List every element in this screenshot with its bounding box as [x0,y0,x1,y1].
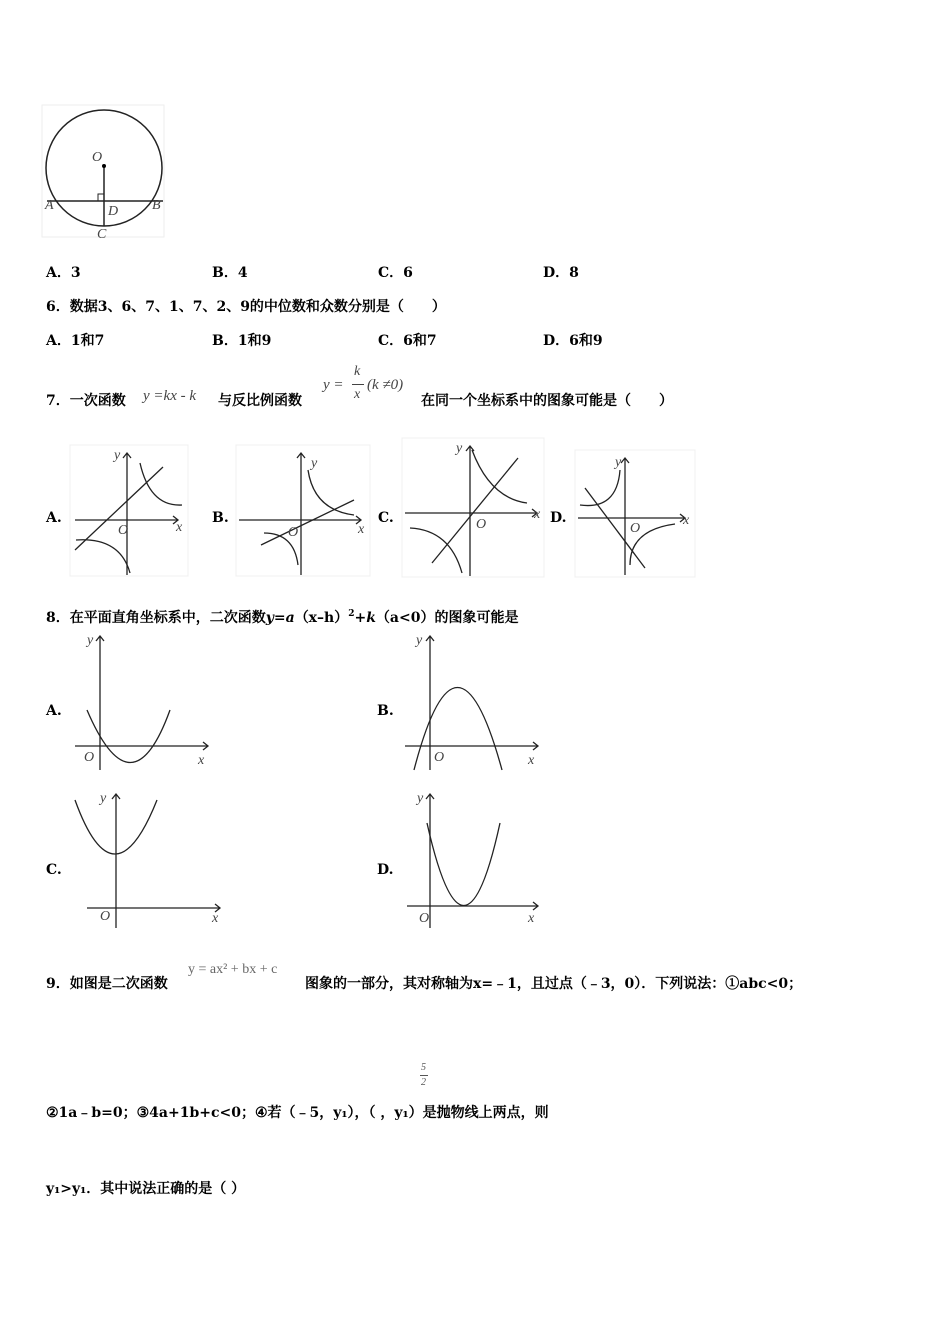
svg-text:O: O [288,525,299,540]
q6-stem: 6．数据3、6、7、1、7、2、9的中位数和众数分别是（ ） [46,299,446,315]
q7-stem-part3: 在同一个坐标系中的图象可能是（ ） [421,393,673,409]
q7-frac-den: x [354,387,361,402]
q8-stem: 8．在平面直角坐标系中，二次函数$y=a(x-h)^2+k(a<0)$的图象可能是 [46,609,519,626]
q8-graph-c [72,788,227,933]
q5-option-a[interactable]: A．3 [46,265,81,281]
q6-option-c[interactable]: C．6和7 [378,333,437,349]
circle-figure [40,105,170,245]
q9-frac-den: 2 [421,1077,426,1088]
svg-text:x: x [198,753,205,768]
svg-text:x: x [358,522,365,537]
svg-text:y: y [100,791,107,806]
svg-text:y: y [456,441,463,456]
q9-frac-num: 5 [421,1062,426,1073]
q7-graph-a [70,445,190,577]
q7-stem-part2: 与反比例函数 [218,393,302,409]
label-b: B [152,198,161,213]
svg-text:x: x [534,507,541,522]
svg-text:O: O [476,517,487,532]
svg-text:y: y [114,448,121,463]
q5-option-d[interactable]: D．8 [543,265,579,281]
center-point [102,164,106,168]
q7-graph-d [575,450,699,578]
svg-text:y: y [416,633,423,648]
q9-frac-bar [420,1075,428,1076]
svg-text:y: y [615,455,622,470]
svg-text:x: x [176,520,183,535]
q7-graph-c [402,438,548,578]
svg-text:O: O [434,750,445,765]
q9-stem-part1: 9．如图是二次函数 [46,976,168,992]
q6-option-a[interactable]: A．1和7 [46,333,105,349]
q8-graph-d [402,788,547,933]
svg-text:y: y [87,633,94,648]
q9-formula: y = ax² + bx + c [188,962,278,977]
q7-graph-b [236,445,372,577]
q9-line2: ②1a﹣b=0；③4a+1b+c<0；④若（﹣5，y₁），（ ，y₁）是抛物线上两点，则 [46,1105,549,1121]
q7-option-c[interactable]: C. [378,510,394,526]
label-o: O [92,150,103,165]
q6-option-d[interactable]: D．6和9 [543,333,603,349]
q8-option-c[interactable]: C. [46,862,62,878]
q6-option-b[interactable]: B．1和9 [212,333,272,349]
svg-text:O: O [419,911,430,926]
q7-formula-y: y = [323,377,344,393]
q8-option-a[interactable]: A. [46,703,62,719]
svg-text:O: O [84,750,95,765]
svg-text:y: y [311,456,318,471]
q7-frac-num: k [354,364,361,379]
right-angle-mark [98,194,104,201]
svg-text:x: x [528,911,535,926]
q7-frac-bar [352,384,364,385]
svg-text:x: x [528,753,535,768]
q8-option-b[interactable]: B. [377,703,394,719]
q9-line3: y₁>y₁．其中说法正确的是（ ） [46,1181,246,1197]
label-c: C [97,227,107,242]
svg-text:x: x [683,513,690,528]
label-d: D [108,204,119,219]
q9-stem-part2: 图象的一部分，其对称轴为x=﹣1，且过点（﹣3，0）．下列说法：①abc<0； [305,976,803,992]
svg-text:O: O [118,523,129,538]
svg-text:O: O [630,521,641,536]
q8-graph-b [402,630,547,775]
q5-option-b[interactable]: B．4 [212,265,248,281]
q7-option-d[interactable]: D. [550,510,567,526]
q8-graph-a [72,630,217,775]
svg-text:O: O [100,909,111,924]
q7-stem-part1: 7．一次函数 [46,393,126,409]
q8-option-d[interactable]: D. [377,862,394,878]
svg-text:y: y [417,791,424,806]
label-a: A [45,198,54,213]
q5-option-c[interactable]: C．6 [378,265,413,281]
q7-formula-linear: y =kx - k [143,388,196,404]
q7-option-a[interactable]: A. [46,510,62,526]
q7-condition: (k ≠0) [367,377,404,393]
svg-text:x: x [212,911,219,926]
q7-option-b[interactable]: B. [212,510,229,526]
figure-frame [42,105,164,237]
